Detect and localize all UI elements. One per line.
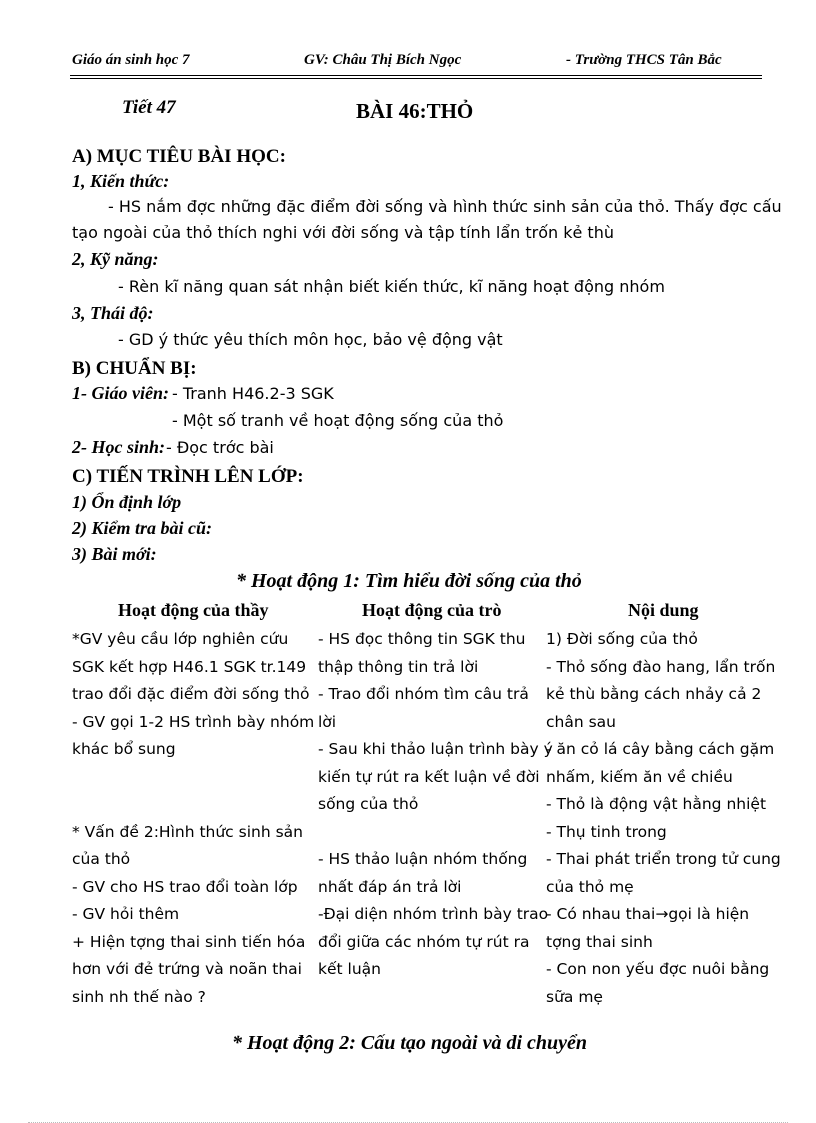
page-header <box>72 50 762 76</box>
student-line: lời <box>318 712 337 731</box>
student-line: - HS thảo luận nhóm thống <box>318 850 528 868</box>
content-line: chân sau <box>546 712 616 731</box>
teacher-line-blank <box>72 764 314 792</box>
teacher-line: trao đổi đặc điểm đời sống thỏ <box>72 685 310 703</box>
student-line: kiến tự rút ra kết luận về đời <box>318 767 540 786</box>
teacher-line: - GV cho HS trao đổi toàn lớp <box>72 877 298 896</box>
student-line: -Đại diện nhóm trình bày trao <box>318 905 549 923</box>
content-line: - Thỏ sống đào hang, lẩn trốn <box>546 657 776 676</box>
content-line: tợng thai sinh <box>546 932 653 951</box>
header-school: - Trường THCS Tân Bắc <box>566 52 722 68</box>
student-line: - Trao đổi nhóm tìm câu trả <box>318 685 529 703</box>
prep-heading: B) CHUẨN BỊ: <box>72 358 197 379</box>
lesson-period: Tiết 47 <box>122 97 176 118</box>
content-line: - Thai phát triển trong tử cung <box>546 850 781 868</box>
teacher-line-blank <box>72 791 314 819</box>
header-rule-double <box>70 78 762 79</box>
teacher-prep-line-1: - Tranh H46.2-3 SGK <box>172 384 334 403</box>
procedure-item-1: 1) Ổn định lớp <box>72 492 182 512</box>
student-line: - Sau khi thảo luận trình bày ý <box>318 740 553 758</box>
student-line: nhất đáp án trả lời <box>318 877 462 896</box>
teacher-line: sinh nh thế nào ? <box>72 987 206 1006</box>
content-line: - Thỏ là động vật hằng nhiệt <box>546 795 767 813</box>
skill-label: 2, Kỹ năng: <box>72 249 159 269</box>
procedure-item-3: 3) Bài mới: <box>72 544 157 564</box>
content-line: - Con non yếu đợc nuôi bằng <box>546 960 770 978</box>
skill-line: - Rèn kĩ năng quan sát nhận biết kiến thức, kĩ năng hoạt động nhóm <box>118 277 665 296</box>
procedure-item-2: 2) Kiểm tra bài cũ: <box>72 518 212 538</box>
content-line: của thỏ mẹ <box>546 877 634 896</box>
student-line: - HS đọc thông tin SGK thu <box>318 630 526 648</box>
content-column <box>546 626 781 1011</box>
student-prep-label: 2- Học sinh: <box>72 437 166 457</box>
teacher-prep-label: 1- Giáo viên: <box>72 383 169 403</box>
teacher-prep-line-2: - Một số tranh về hoạt động sống của thỏ <box>172 411 504 430</box>
header-rule <box>70 75 762 76</box>
activity1-title: * Hoạt động 1: Tìm hiểu đời sống của thỏ <box>236 570 582 592</box>
student-line-blank <box>318 819 553 847</box>
content-line: kẻ thù bằng cách nhảy cả 2 <box>546 685 762 703</box>
teacher-line: + Hiện tợng thai sinh tiến hóa <box>72 932 306 951</box>
content-line: 1) Đời sống của thỏ <box>546 630 698 648</box>
procedure-heading: C) TIẾN TRÌNH LÊN LỚP: <box>72 466 304 487</box>
student-line: sống của thỏ <box>318 795 419 813</box>
attitude-label: 3, Thái độ: <box>72 303 154 323</box>
col-header-teacher: Hoạt động của thầy <box>118 600 269 620</box>
student-line: kết luận <box>318 960 381 978</box>
col-header-student: Hoạt động của trò <box>362 600 502 620</box>
col-header-content: Nội dung <box>628 600 699 620</box>
student-column <box>318 626 553 984</box>
teacher-line: hơn với đẻ trứng và noãn thai <box>72 960 302 978</box>
knowledge-line-1: - HS nắm đợc những đặc điểm đời sống và hình thức sinh sản của thỏ. Thấy đợc cấu <box>108 197 782 216</box>
activity2-title: * Hoạt động 2: Cấu tạo ngoài và di chuyển <box>232 1032 588 1054</box>
teacher-line: - GV hỏi thêm <box>72 905 180 923</box>
content-line: - Có nhau thai→gọi là hiện <box>546 905 750 923</box>
student-prep-line: - Đọc trớc bài <box>166 438 274 457</box>
content-line: nhấm, kiếm ăn về chiều <box>546 767 733 786</box>
knowledge-label: 1, Kiến thức: <box>72 171 170 191</box>
teacher-line: của thỏ <box>72 850 131 868</box>
objectives-heading: A) MỤC TIÊU BÀI HỌC: <box>72 146 286 167</box>
teacher-column <box>72 626 314 1011</box>
teacher-line: *GV yêu cầu lớp nghiên cứu <box>72 630 289 648</box>
content-line: - ăn cỏ lá cây bằng cách gặm <box>546 740 775 758</box>
teacher-line: SGK kết hợp H46.1 SGK tr.149 <box>72 657 307 676</box>
header-teacher: GV: Châu Thị Bích Ngọc <box>304 52 462 68</box>
teacher-line: khác bổ sung <box>72 740 176 758</box>
content-line: sữa mẹ <box>546 987 603 1006</box>
lesson-title: BÀI 46:THỎ <box>356 99 474 123</box>
attitude-line: - GD ý thức yêu thích môn học, bảo vệ động vật <box>118 330 503 349</box>
header-subject: Giáo án sinh học 7 <box>72 52 190 68</box>
knowledge-line-2: tạo ngoài của thỏ thích nghi với đời sống và tập tính lẩn trốn kẻ thù <box>72 223 614 242</box>
student-line: đổi giữa các nhóm tự rút ra <box>318 932 530 951</box>
teacher-line: * Vấn đề 2:Hình thức sinh sản <box>72 822 303 841</box>
student-line: thập thông tin trả lời <box>318 657 479 676</box>
content-line: - Thụ tinh trong <box>546 822 667 841</box>
teacher-line: - GV gọi 1-2 HS trình bày nhóm <box>72 712 315 731</box>
